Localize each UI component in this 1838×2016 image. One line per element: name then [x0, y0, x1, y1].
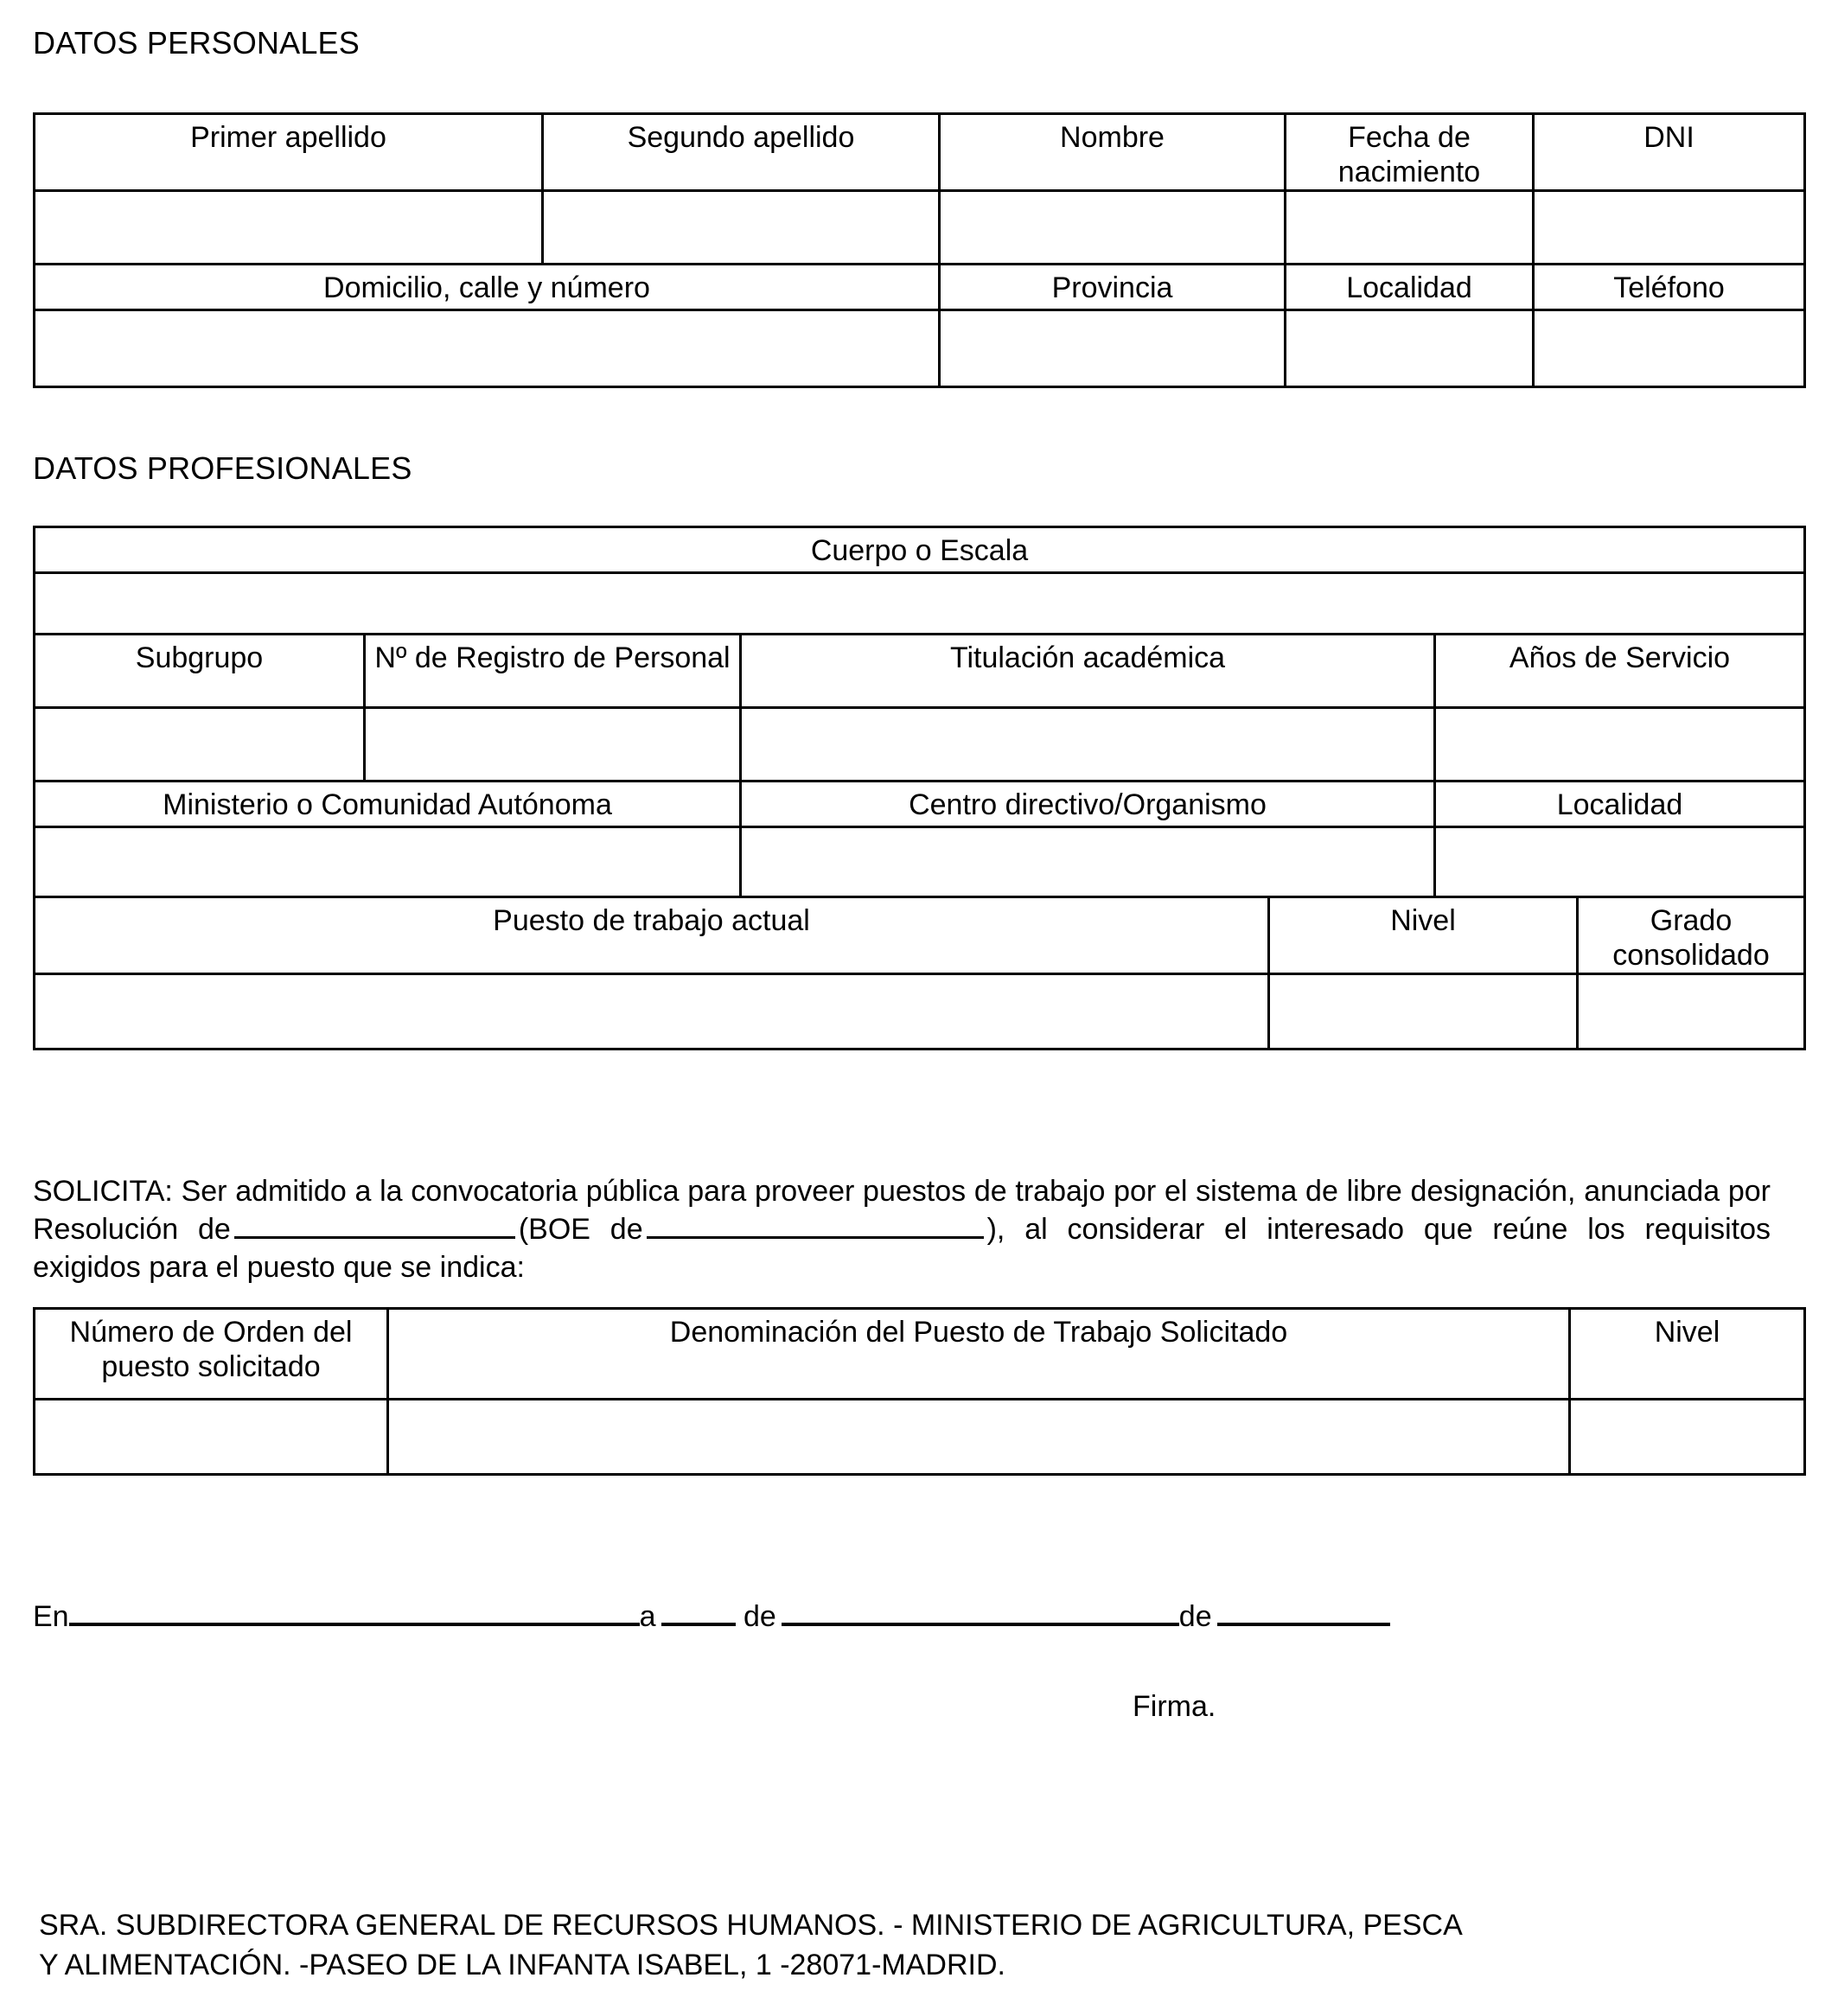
header-denominacion-puesto: Denominación del Puesto de Trabajo Solicitado [388, 1309, 1570, 1400]
header-segundo-apellido: Segundo apellido [543, 114, 940, 191]
field-numero-registro-personal[interactable] [365, 708, 741, 782]
header-cuerpo-o-escala: Cuerpo o Escala [35, 527, 1805, 573]
a-label: a [639, 1600, 656, 1633]
field-telefono[interactable] [1534, 310, 1805, 387]
solicita-text-part3: ), al considerar el interesado que reúne los requisitos exigidos para el puesto que se indica: [33, 1213, 1771, 1285]
footer-address-line-2: Y ALIMENTACIÓN. -PASEO DE LA INFANTA ISABEL, 1 -28071-MADRID. [39, 1948, 1005, 1981]
solicita-text-part2: (BOE de [518, 1213, 643, 1247]
header-localidad-profesional: Localidad [1435, 782, 1805, 827]
header-ministerio-comunidad: Ministerio o Comunidad Autónoma [35, 782, 741, 827]
place-date-line [33, 1599, 1390, 1635]
header-fecha-nacimiento: Fecha de nacimiento [1286, 114, 1534, 191]
field-primer-apellido[interactable] [35, 191, 543, 265]
field-titulacion-academica[interactable] [741, 708, 1435, 782]
field-puesto-trabajo-actual[interactable] [35, 974, 1269, 1049]
field-nivel-actual[interactable] [1269, 974, 1578, 1049]
de-label-1: de [743, 1600, 776, 1633]
field-fecha-nacimiento[interactable] [1286, 191, 1534, 265]
field-segundo-apellido[interactable] [543, 191, 940, 265]
header-dni: DNI [1534, 114, 1805, 191]
solicita-paragraph [33, 1172, 1771, 1287]
table-row [35, 782, 1805, 827]
anio-fill-field[interactable] [1217, 1600, 1390, 1626]
table-row [35, 974, 1805, 1049]
header-titulacion-academica: Titulación académica [741, 635, 1435, 708]
requested-post-table [33, 1307, 1806, 1476]
table-row [35, 191, 1805, 265]
field-subgrupo[interactable] [35, 708, 365, 782]
header-nivel-actual: Nivel [1269, 897, 1578, 974]
table-row [35, 1400, 1805, 1475]
footer-address-block [39, 1906, 1803, 1986]
dia-fill-field[interactable] [661, 1600, 736, 1626]
header-localidad: Localidad [1286, 265, 1534, 310]
field-centro-directivo[interactable] [741, 827, 1435, 897]
field-localidad[interactable] [1286, 310, 1534, 387]
field-dni[interactable] [1534, 191, 1805, 265]
header-anios-servicio: Años de Servicio [1435, 635, 1805, 708]
table-row [35, 310, 1805, 387]
footer-address-line-1: SRA. SUBDIRECTORA GENERAL DE RECURSOS HUMANOS. - MINISTERIO DE AGRICULTURA, PESCA [39, 1909, 1463, 1942]
section-heading-datos-profesionales: DATOS PROFESIONALES [33, 450, 412, 486]
header-nombre: Nombre [940, 114, 1286, 191]
header-puesto-trabajo-actual: Puesto de trabajo actual [35, 897, 1269, 974]
header-primer-apellido: Primer apellido [35, 114, 543, 191]
field-cuerpo-o-escala[interactable] [35, 573, 1805, 635]
solicita-text-part1: SOLICITA: Ser admitido a la convocatoria pública para proveer puestos de trabajo por el sistema de libre designación, anunciada por Resolución de [33, 1175, 1771, 1247]
table-row [35, 1309, 1805, 1400]
table-row [35, 114, 1805, 191]
field-numero-orden-puesto[interactable] [35, 1400, 388, 1475]
personal-data-table [33, 112, 1806, 388]
mes-fill-field[interactable] [782, 1600, 1179, 1626]
table-row [35, 573, 1805, 635]
table-row [35, 635, 1805, 708]
header-centro-directivo: Centro directivo/Organismo [741, 782, 1435, 827]
table-row [35, 827, 1805, 897]
de-label-2: de [1178, 1600, 1212, 1633]
header-subgrupo: Subgrupo [35, 635, 365, 708]
table-row [35, 527, 1805, 573]
header-numero-orden-puesto: Número de Orden del puesto solicitado [35, 1309, 388, 1400]
header-numero-registro-personal: Nº de Registro de Personal [365, 635, 741, 708]
field-grado-consolidado[interactable] [1578, 974, 1805, 1049]
header-nivel-solicitado: Nivel [1570, 1309, 1805, 1400]
header-telefono: Teléfono [1534, 265, 1805, 310]
boe-fill-field[interactable] [647, 1210, 984, 1239]
en-label: En [33, 1600, 69, 1633]
header-domicilio: Domicilio, calle y número [35, 265, 940, 310]
section-heading-datos-personales: DATOS PERSONALES [33, 25, 360, 61]
field-denominacion-puesto[interactable] [388, 1400, 1570, 1475]
lugar-fill-field[interactable] [69, 1600, 640, 1626]
table-row [35, 897, 1805, 974]
field-localidad-profesional[interactable] [1435, 827, 1805, 897]
header-provincia: Provincia [940, 265, 1286, 310]
table-row [35, 708, 1805, 782]
field-provincia[interactable] [940, 310, 1286, 387]
field-nombre[interactable] [940, 191, 1286, 265]
header-grado-consolidado: Grado consolidado [1578, 897, 1805, 974]
field-nivel-solicitado[interactable] [1570, 1400, 1805, 1475]
field-ministerio-comunidad[interactable] [35, 827, 741, 897]
resolucion-fill-field[interactable] [234, 1210, 515, 1239]
firma-label: Firma. [1133, 1690, 1216, 1723]
field-domicilio[interactable] [35, 310, 940, 387]
field-anios-servicio[interactable] [1435, 708, 1805, 782]
table-row [35, 265, 1805, 310]
professional-data-table [33, 526, 1806, 1050]
